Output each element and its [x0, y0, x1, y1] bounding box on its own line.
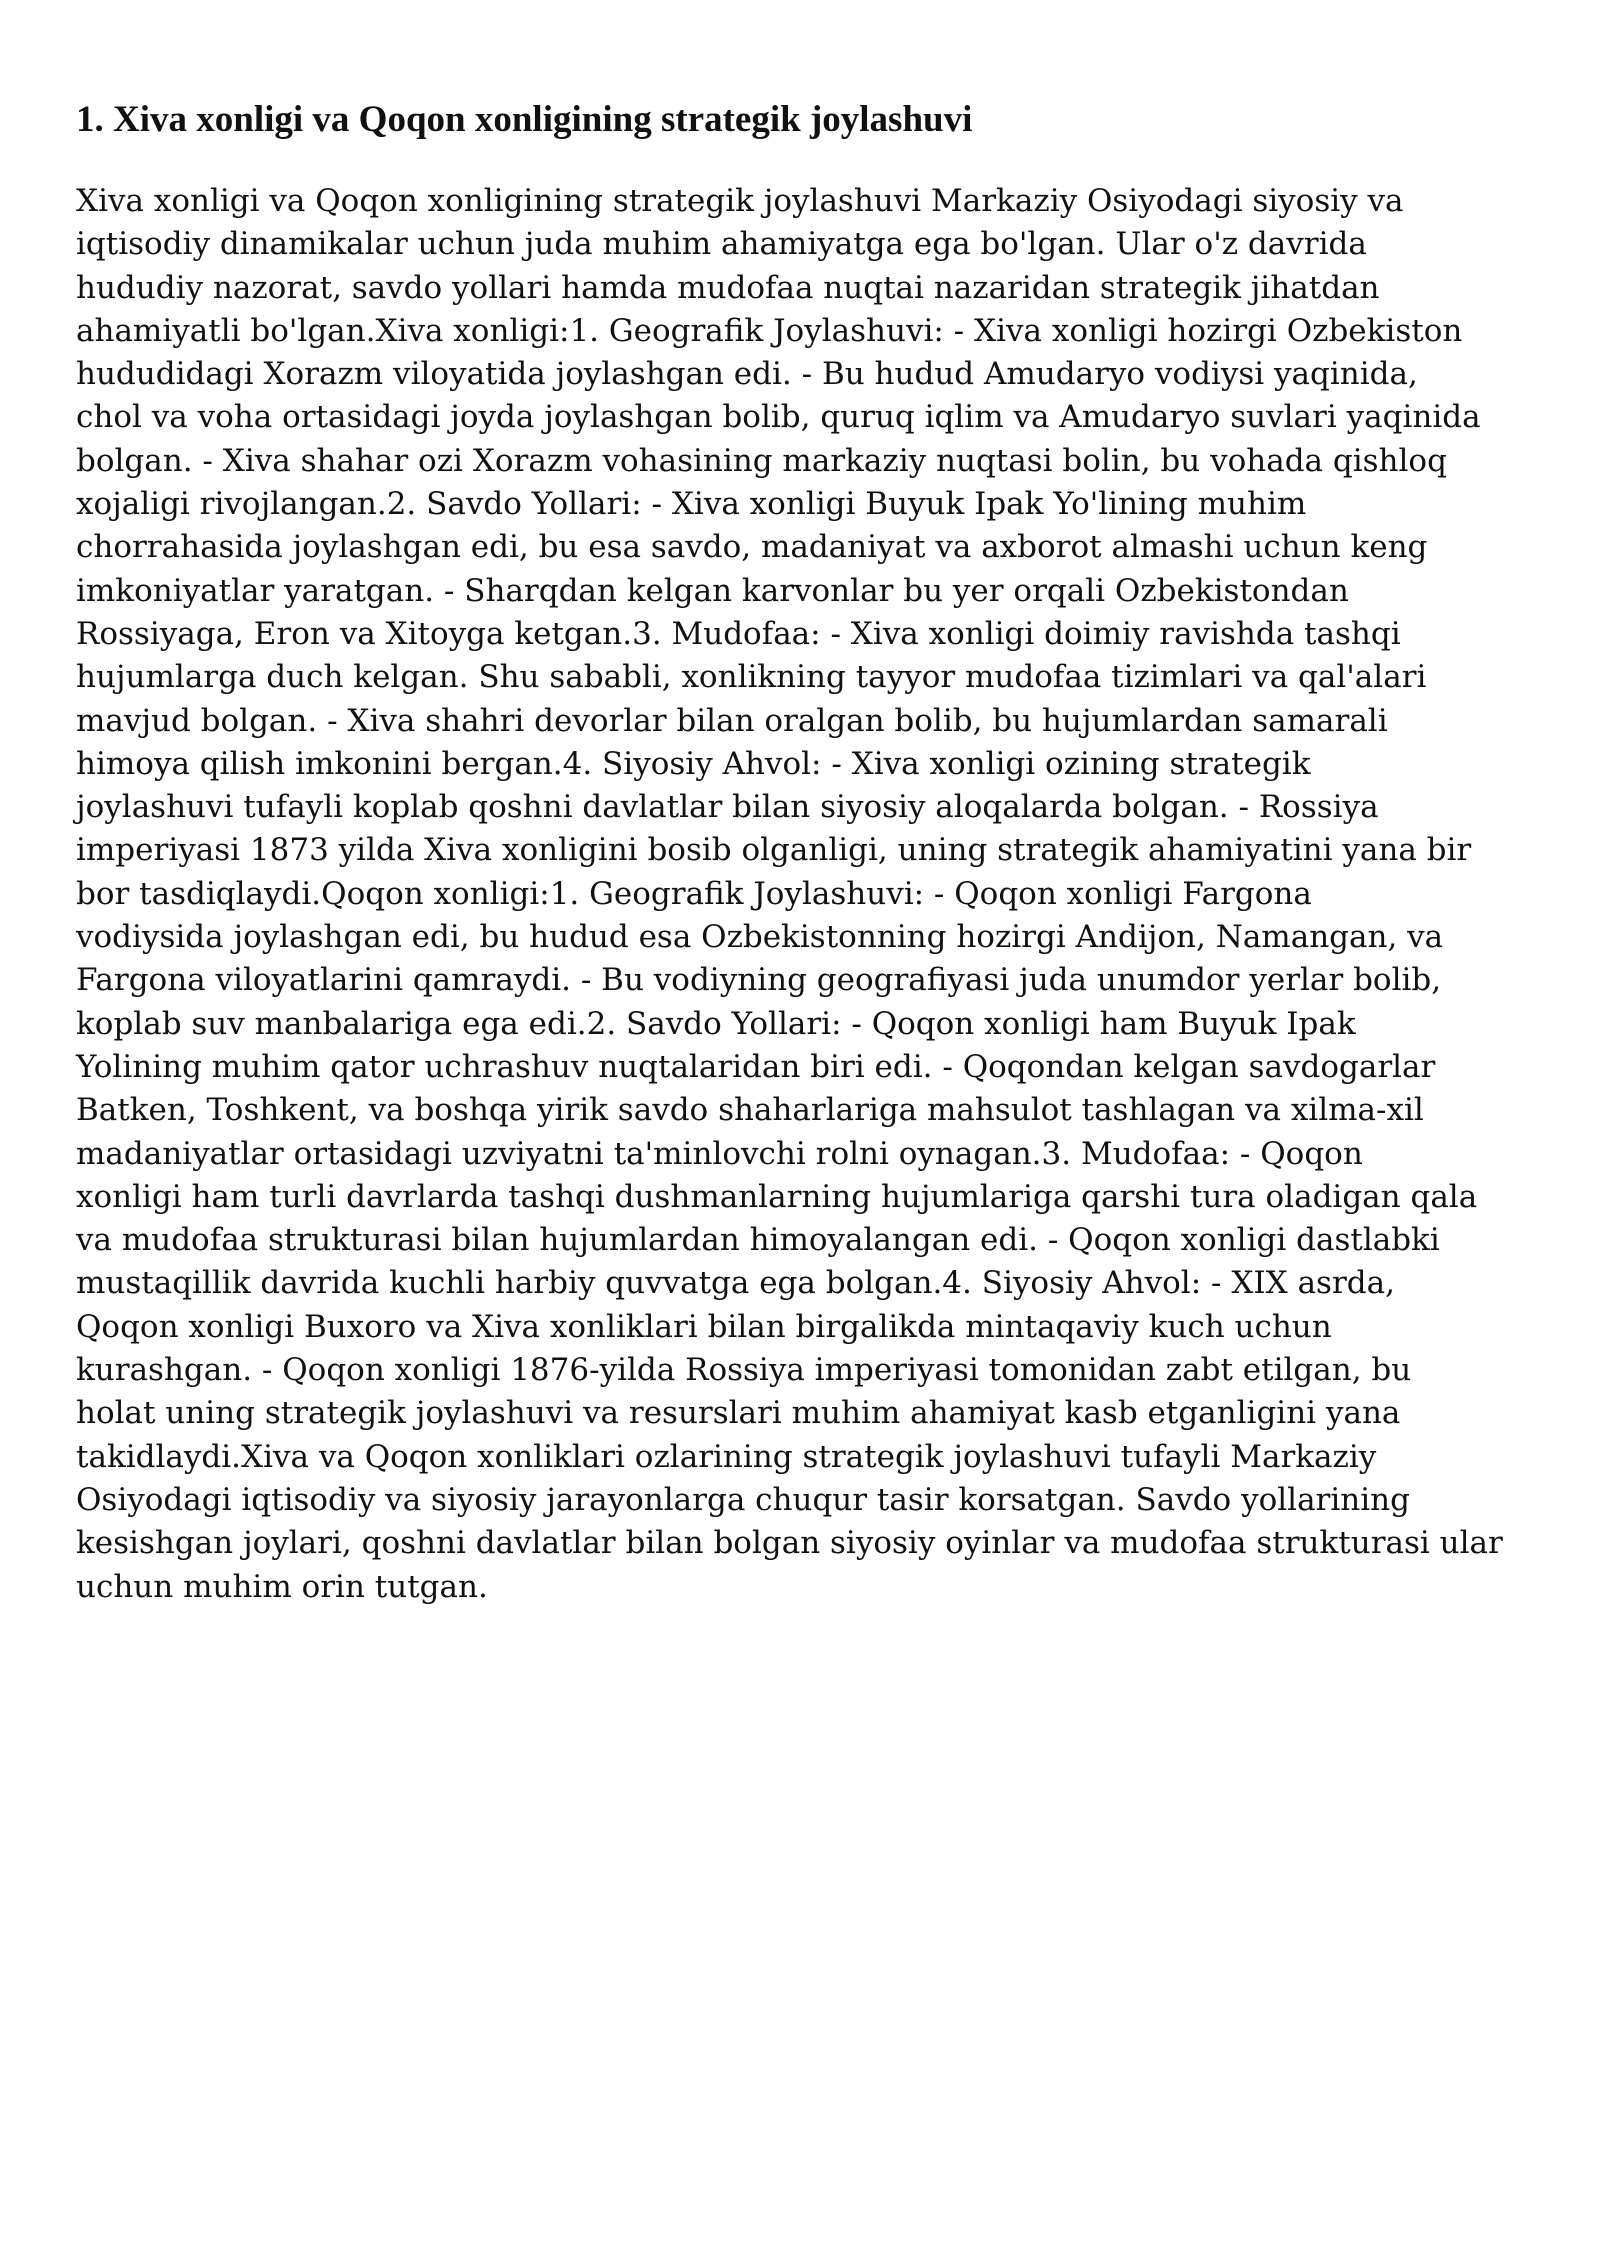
section-heading: 1. Xiva xonligi va Qoqon xonligining strategik joylashuvi [76, 99, 973, 140]
body-paragraph: Xiva xonligi va Qoqon xonligining strategik joylashuvi Markaziy Osiyodagi siyosiy va iqtisodiy dinamikalar uchun juda muhim ahamiyatga ega bo'lgan. Ular o'z davrida hududiy nazorat, savdo yollari hamda mudofaa nuqtai nazaridan strategik jihatdan ahamiyatli bo'lgan.Xiva xonligi:1. Geografik Joylashuvi: - Xiva xonligi hozirgi Ozbekiston hududidagi Xorazm viloyatida joylashgan edi. - Bu hudud Amudaryo vodiysi yaqinida, chol va voha ortasidagi joyda joylashgan bolib, quruq iqlim va Amudaryo suvlari yaqinida bolgan. - Xiva shahar ozi Xorazm vohasining markaziy nuqtasi bolin, bu vohada qishloq xojaligi rivojlangan.2. Savdo Yollari: - Xiva xonligi Buyuk Ipak Yo'lining muhim chorrahasida joylashgan edi, bu esa savdo, madaniyat va axborot almashi uchun keng imkoniyatlar yaratgan. - Sharqdan kelgan karvonlar bu yer orqali Ozbekistondan Rossiyaga, Eron va Xitoyga ketgan.3. Mudofaa: - Xiva xonligi doimiy ravishda tashqi hujumlarga duch kelgan. Shu sababli, xonlikning tayyor mudofaa tizimlari va qal'alari mavjud bolgan. - Xiva shahri devorlar bilan oralgan bolib, bu hujumlardan samarali himoya qilish imkonini bergan.4. Siyosiy Ahvol: - Xiva xonligi ozining strategik joylashuvi tufayli koplab qoshni davlatlar bilan siyosiy aloqalarda bolgan. - Rossiya imperiyasi 1873 yilda Xiva xonligini bosib olganligi, uning strategik ahamiyatini yana bir bor tasdiqlaydi.Qoqon xonligi:1. Geografik Joylashuvi: - Qoqon xonligi Fargona vodiysida joylashgan edi, bu hudud esa Ozbekistonning hozirgi Andijon, Namangan, va Fargona viloyatlarini qamraydi. - Bu vodiyning geografiyasi juda unumdor yerlar bolib, koplab suv manbalariga ega edi.2. Savdo Yollari: - Qoqon xonligi ham Buyuk Ipak Yolining muhim qator uchrashuv nuqtalaridan biri edi. - Qoqondan kelgan savdogarlar Batken, Toshkent, va boshqa yirik savdo shaharlariga mahsulot tashlagan va xilma-xil madaniyatlar ortasidagi uzviyatni ta'minlovchi rolni oynagan.3. Mudofaa: - Qoqon xonligi ham turli davrlarda tashqi dushmanlarning hujumlariga qarshi tura oladigan qala va mudofaa strukturasi bilan hujumlardan himoyalangan edi. - Qoqon xonligi dastlabki mustaqillik davrida kuchli harbiy quvvatga ega bolgan.4. Siyosiy Ahvol: - XIX asrda, Qoqon xonligi Buxoro va Xiva xonliklari bilan birgalikda mintaqaviy kuch uchun kurashgan. - Qoqon xonligi 1876-yilda Rossiya imperiyasi tomonidan zabt etilgan, bu holat uning strategik joylashuvi va resurslari muhim ahamiyat kasb etganligini yana takidlaydi.Xiva va Qoqon xonliklari ozlarining strategik joylashuvi tufayli Markaziy Osiyodagi iqtisodiy va siyosiy jarayonlarga chuqur tasir korsatgan. Savdo yollarining kesishgan joylari, qoshni davlatlar bilan bolgan siyosiy oyinlar va mudofaa strukturasi ular uchun muhim orin tutgan. [76, 183, 1503, 1605]
